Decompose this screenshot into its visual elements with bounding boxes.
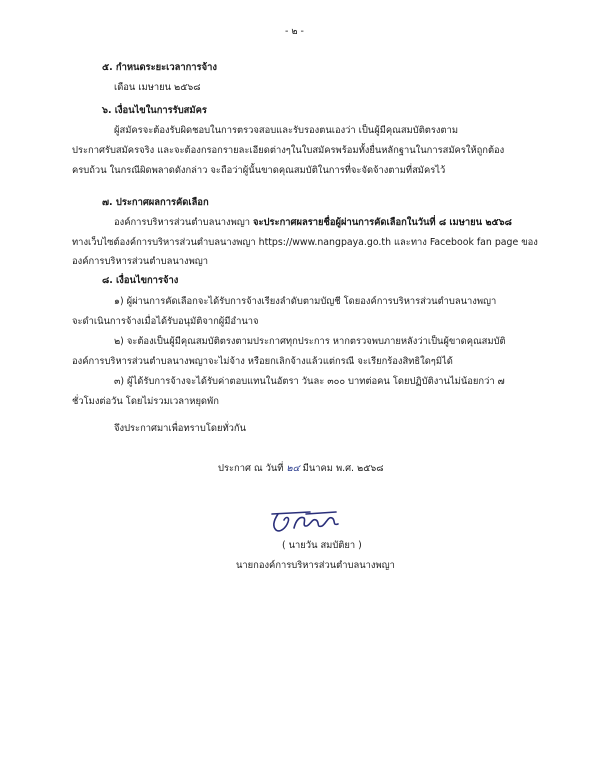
- section-5-heading: ๕. กำหนดระยะเวลาการจ้าง: [102, 62, 217, 73]
- section-8-item-3-line-1: ๓) ผู้ได้รับการจ้างจะได้รับค่าตอบแทนในอัตรา วันละ ๓๐๐ บาทต่อคน โดยปฏิบัติงานไม่น้อยกว่า ๗: [114, 376, 505, 387]
- signatory-name: ( นายวัน สมบัติยา ): [282, 540, 362, 551]
- page-number: - ๒ -: [285, 26, 304, 37]
- signatory-title: นายกองค์การบริหารส่วนตำบลนางพญา: [236, 560, 395, 571]
- section-6-line-3: ครบถ้วน ในกรณีผิดพลาดดังกล่าว จะถือว่าผู้นั้นขาดคุณสมบัติในการที่จะจัดจ้างตามที่สมัครไว้: [72, 165, 446, 176]
- section-6-line-1: ผู้สมัครจะต้องรับผิดชอบในการตรวจสอบและรับรองตนเองว่า เป็นผู้มีคุณสมบัติตรงตาม: [114, 125, 459, 136]
- section-8-item-1-line-2: จะดำเนินการจ้างเมื่อได้รับอนุมัติจากผู้มีอำนาจ: [72, 316, 259, 327]
- announcement-date: [218, 464, 383, 473]
- section-7-line-3: องค์การบริหารส่วนตำบลนางพญา: [72, 256, 209, 267]
- section-7-line-1: [114, 218, 512, 227]
- section-7-line-2: ทางเว็บไซต์องค์การบริหารส่วนตำบลนางพญา https://www.nangpaya.go.th และทาง Facebook fan page ของ: [72, 237, 538, 248]
- date-day-handwritten: ๒๔: [286, 463, 300, 474]
- signature-mark: [266, 508, 346, 536]
- section-8-item-1-line-1: ๑) ผู้ผ่านการคัดเลือกจะได้รับการจ้างเรียงลำดับตามบัญชี โดยองค์การบริหารส่วนตำบลนางพญา: [114, 296, 497, 307]
- section-5-text: เดือน เมษายน ๒๕๖๘: [114, 82, 201, 93]
- section-8-item-2-line-2: องค์การบริหารส่วนตำบลนางพญาจะไม่จ้าง หรือยกเลิกจ้างแล้วแต่กรณี จะเรียกร้องสิทธิใดๆมิได้: [72, 356, 453, 367]
- section-7-line-1-normal: องค์การบริหารส่วนตำบลนางพญา: [114, 217, 254, 228]
- section-7-line-1-bold: จะประกาศผลรายชื่อผู้ผ่านการคัดเลือกในวันที่ ๘ เมษายน ๒๕๖๘: [253, 217, 512, 228]
- section-8-heading: ๘. เงื่อนไขการจ้าง: [102, 275, 179, 286]
- date-prefix: ประกาศ ณ วันที่: [218, 463, 287, 474]
- section-8-item-3-line-2: ชั่วโมงต่อวัน โดยไม่รวมเวลาหยุดพัก: [72, 396, 219, 407]
- section-7-heading: ๗. ประกาศผลการคัดเลือก: [102, 197, 209, 208]
- date-suffix: มีนาคม พ.ศ. ๒๕๖๘: [299, 463, 384, 474]
- section-6-heading: ๖. เงื่อนไขในการรับสมัคร: [102, 105, 207, 116]
- closing-statement: จึงประกาศมาเพื่อทราบโดยทั่วกัน: [114, 423, 247, 434]
- section-8-item-2-line-1: ๒) จะต้องเป็นผู้มีคุณสมบัติตรงตามประกาศทุกประการ หากตรวจพบภายหลังว่าเป็นผู้ขาดคุณสมบัติ: [114, 336, 506, 347]
- section-6-line-2: ประกาศรับสมัครจริง และจะต้องกรอกรายละเอียดต่างๆในใบสมัครพร้อมทั้งยื่นหลักฐานในการสมัครให้ถูกต้อง: [72, 145, 505, 156]
